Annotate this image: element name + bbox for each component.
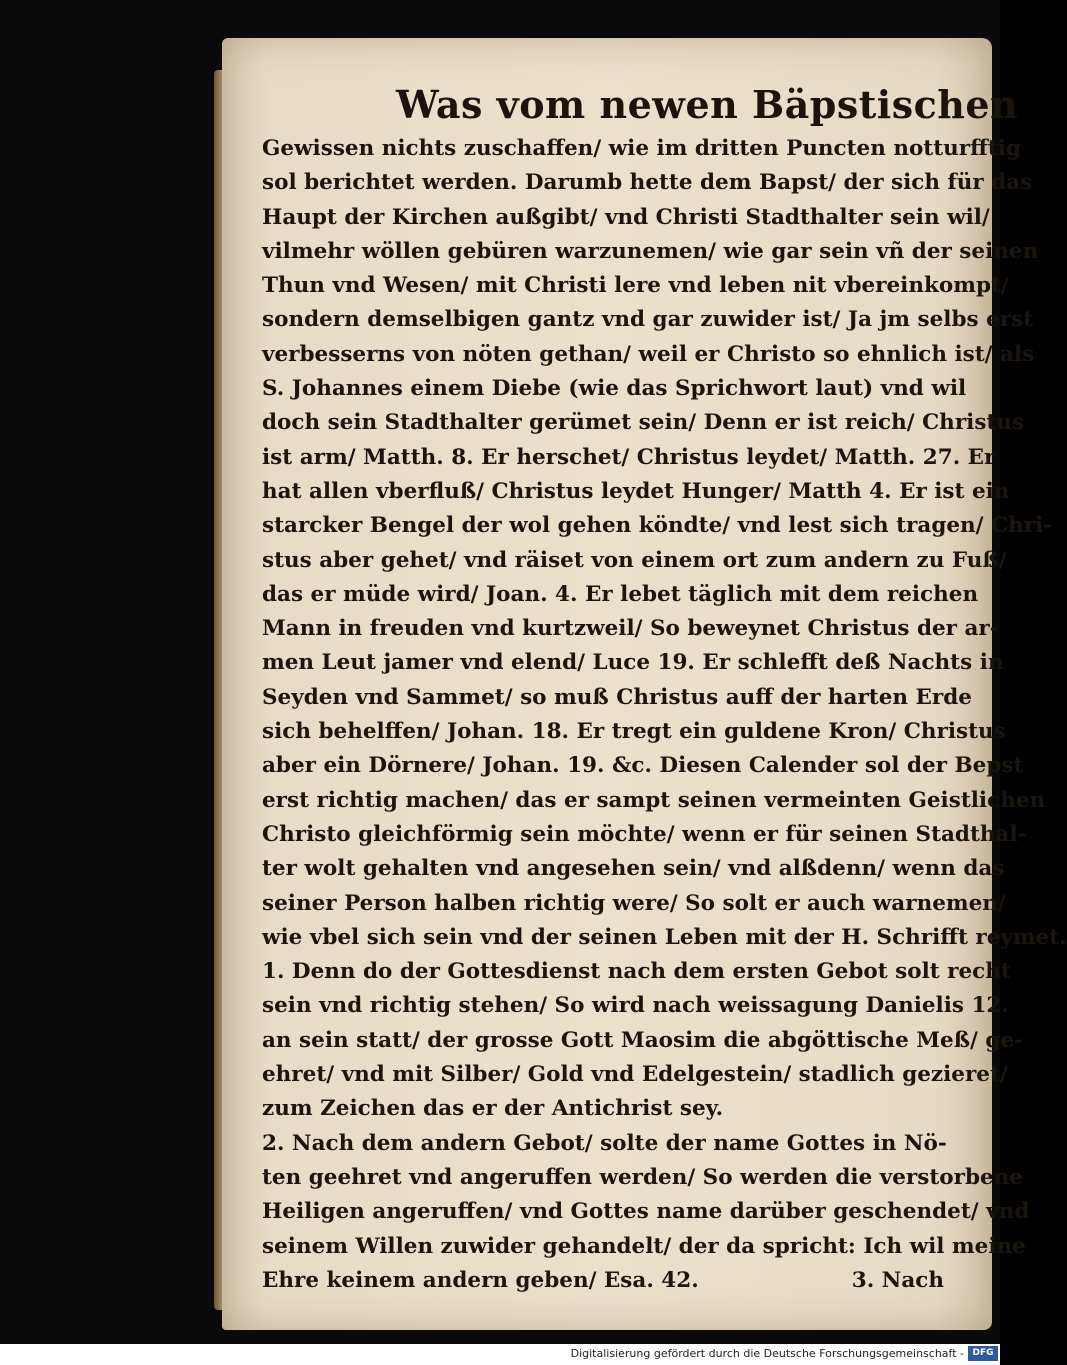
text-line: 1. Denn do der Gottesdienst nach dem ersten Gebot solt recht: [262, 959, 1011, 985]
text-line: S. Johannes einem Diebe (wie das Sprichwort laut) vnd wil: [262, 376, 967, 402]
text-line: das er müde wird/ Joan. 4. Er lebet täglich mit dem reichen: [262, 581, 979, 607]
text-line: men Leut jamer vnd elend/ Luce 19. Er schlefft deß Nachts in: [262, 650, 1004, 676]
dfg-logo: DFG: [968, 1346, 998, 1361]
text-line: doch sein Stadthalter gerümet sein/ Denn er ist reich/ Christus: [262, 410, 1025, 436]
text-line: seiner Person halben richtig were/ So solt er auch warnemen/: [262, 890, 1006, 916]
text-line: vilmehr wöllen gebüren warzunemen/ wie gar sein vñ der seinen: [262, 238, 1039, 264]
text-line: sondern demselbigen gantz vnd gar zuwider ist/ Ja jm selbs erst: [262, 307, 1034, 333]
footer-credit: Digitalisierung gefördert durch die Deutsche Forschungsgemeinschaft -: [570, 1347, 964, 1360]
text-line: ten geehret vnd angeruffen werden/ So werden die verstorbene: [262, 1164, 1023, 1190]
text-line: sein vnd richtig stehen/ So wird nach weissagung Danielis 12.: [262, 993, 1009, 1019]
text-line: 2. Nach dem andern Gebot/ solte der name Gottes in Nö-: [262, 1130, 947, 1156]
text-line: sol berichtet werden. Darumb hette dem Bapst/ der sich für das: [262, 170, 1033, 196]
text-line: an sein statt/ der grosse Gott Maosim die abgöttische Meß/ ge-: [262, 1027, 1024, 1053]
running-head: Was vom newen Bäpstischen: [396, 82, 1019, 127]
text-line: Christo gleichförmig sein möchte/ wenn er für seinen Stadthal-: [262, 821, 1027, 847]
text-line: erst richtig machen/ das er sampt seinen vermeinten Geistlichen: [262, 787, 1046, 813]
text-line: Mann in freuden vnd kurtzweil/ So beweynet Christus der ar-: [262, 616, 999, 642]
text-line: verbesserns von nöten gethan/ weil er Christo so ehnlich ist/ als: [262, 341, 1035, 367]
text-line: zum Zeichen das er der Antichrist sey.: [262, 1096, 724, 1122]
text-line: starcker Bengel der wol gehen köndte/ vnd lest sich tragen/ Chri-: [262, 513, 1053, 539]
text-line: seinem Willen zuwider gehandelt/ der da spricht: Ich wil meine: [262, 1233, 1026, 1259]
text-line: ter wolt gehalten vnd angesehen sein/ vnd alßdenn/ wenn das: [262, 856, 1005, 882]
catchword: 3. Nach: [851, 1267, 944, 1293]
text-line: wie vbel sich sein vnd der seinen Leben mit der H. Schrifft reymet.: [262, 924, 1067, 950]
text-line: Seyden vnd Sammet/ so muß Christus auff der harten Erde: [262, 684, 972, 710]
text-line: stus aber gehet/ vnd räiset von einem ort zum andern zu Fuß/: [262, 547, 1007, 573]
text-line: Thun vnd Wesen/ mit Christi lere vnd leben nit vbereinkompt/: [262, 273, 1009, 299]
text-line: ist arm/ Matth. 8. Er herschet/ Christus leydet/ Matth. 27. Er: [262, 444, 996, 470]
text-line: ehret/ vnd mit Silber/ Gold vnd Edelgestein/ stadlich gezieret/: [262, 1062, 1008, 1088]
text-line: Heiligen angeruffen/ vnd Gottes name darüber geschendet/ vnd: [262, 1199, 1030, 1225]
text-line: hat allen vberfluß/ Christus leydet Hunger/ Matth 4. Er ist ein: [262, 478, 1010, 504]
text-line: aber ein Dörnere/ Johan. 19. &c. Diesen Calender sol der Bepst: [262, 753, 1024, 779]
text-line: Gewissen nichts zuschaffen/ wie im dritten Puncten notturfftig: [262, 136, 1021, 161]
body-text: [262, 132, 1067, 1298]
text-line: sich behelffen/ Johan. 18. Er tregt ein guldene Kron/ Christus: [262, 719, 1006, 745]
text-line: Ehre keinem andern geben/ Esa. 42.: [262, 1267, 699, 1293]
text-line: Haupt der Kirchen außgibt/ vnd Christi Stadthalter sein wil/: [262, 204, 990, 230]
text-line-with-catchword: [262, 1264, 958, 1298]
